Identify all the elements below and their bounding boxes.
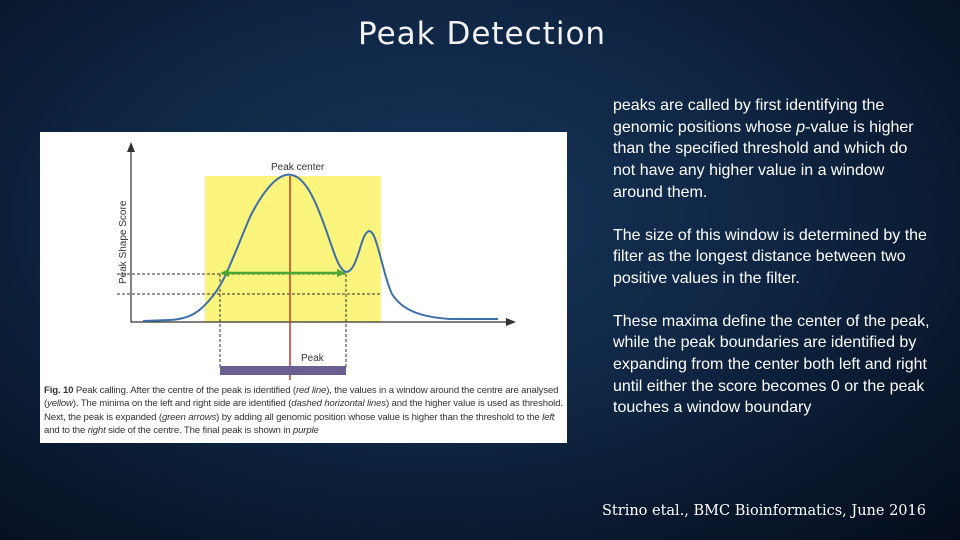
body-text xyxy=(613,95,931,440)
slide-title: Peak Detection xyxy=(358,16,607,52)
paragraph-peak-calling: peaks are called by first identifying the genomic positions whose p-value is higher than the specified threshold and which do not have any higher value in a window around them. xyxy=(613,97,914,201)
paragraph-maxima: These maxima define the center of the peak, while the peak boundaries are identified by expanding from the center both left and right until either the score becomes 0 or the peak touches a window boundary xyxy=(613,312,930,417)
final-peak-bar xyxy=(220,366,346,375)
y-axis-label: Peak Shape Score xyxy=(118,200,129,284)
y-axis-arrowhead xyxy=(127,142,135,152)
analysis-window xyxy=(205,176,381,322)
peak-calling-diagram xyxy=(40,132,567,382)
x-axis-arrowhead xyxy=(506,318,516,326)
peak-calling-figure xyxy=(40,132,567,443)
figure-caption: Fig. 10 Peak calling. After the centre of the peak is identified (red line), the values in a window around the centre are analysed (yellow). The minima on the left and right side are identified (dashed horizontal lines) and the higher value is used as threshold. Next, the peak is expanded (green arrows) by adding all genomic position whose value is higher than the threshold to the left and to the right side of the centre. The final peak is shown in purple xyxy=(44,385,563,437)
peak-center-label: Peak center xyxy=(271,162,325,173)
peak-label: Peak xyxy=(301,353,324,364)
citation: Strino etal., BMC Bioinformatics, June 2016 xyxy=(602,503,926,519)
paragraph-window-size: The size of this window is determined by the filter as the longest distance between two positive values in the filter. xyxy=(613,226,927,287)
